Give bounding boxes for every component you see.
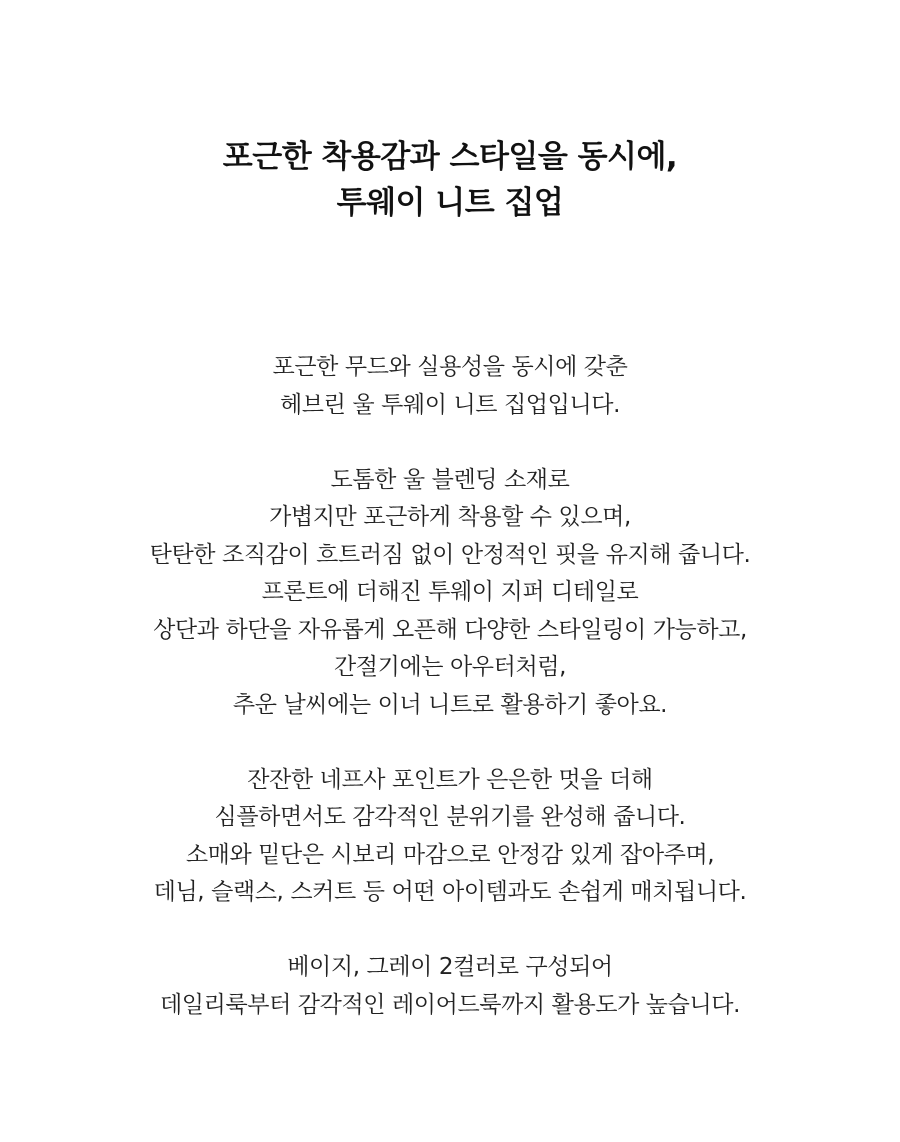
description-line: 도톰한 울 블렌딩 소재로 — [330, 466, 570, 493]
description-line: 소매와 밑단은 시보리 마감으로 안정감 있게 잡아주며, — [185, 841, 715, 868]
description-line: 심플하면서도 감각적인 분위기를 완성해 줍니다. — [214, 804, 686, 830]
description-paragraph-material — [0, 462, 900, 725]
description-paragraph-details — [0, 762, 900, 912]
product-description — [0, 349, 900, 1024]
description-line: 데일리룩부터 감각적인 레이어드룩까지 활용도가 높습니다. — [159, 991, 740, 1018]
description-line: 탄탄한 조직감이 흐트러짐 없이 안정적인 핏을 유지해 줍니다. — [149, 541, 751, 568]
description-line: 잔잔한 네프사 포인트가 은은한 멋을 더해 — [247, 766, 653, 793]
description-paragraph-intro — [0, 349, 900, 424]
description-line: 헤브린 울 투웨이 니트 집업입니다. — [279, 391, 620, 418]
description-line: 포근한 무드와 실용성을 동시에 갖춘 — [272, 354, 628, 380]
description-line: 데님, 슬랙스, 스커트 등 어떤 아이템과도 손쉽게 매치됩니다. — [153, 879, 747, 905]
description-line: 가볍지만 포근하게 착용할 수 있으며, — [269, 504, 631, 530]
description-line: 프론트에 더해진 투웨이 지퍼 디테일로 — [261, 579, 639, 605]
title-line: 투웨이 니트 집업 — [336, 185, 564, 221]
description-line: 간절기에는 아우터처럼, — [333, 654, 566, 680]
description-paragraph-colors — [0, 949, 900, 1024]
title-line: 포근한 착용감과 스타일을 동시에, — [222, 139, 678, 175]
page-title — [0, 134, 900, 226]
description-line: 베이지, 그레이 2컬러로 구성되어 — [287, 954, 613, 980]
description-line: 상단과 하단을 자유롭게 오픈해 다양한 스타일링이 가능하고, — [153, 616, 747, 643]
description-line: 추운 날씨에는 이너 니트로 활용하기 좋아요. — [232, 691, 668, 718]
